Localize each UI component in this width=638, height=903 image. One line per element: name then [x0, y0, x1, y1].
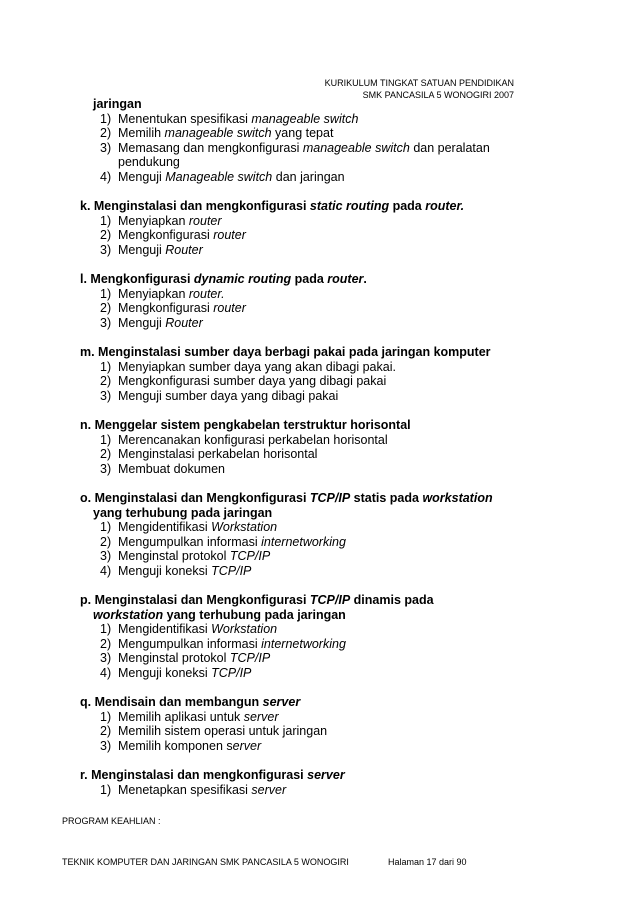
list-item: [100, 520, 277, 535]
header-line-2: SMK PANCASILA 5 WONOGIRI 2007: [362, 90, 514, 100]
item-emphasis: Workstation: [211, 622, 278, 637]
item-text: Memilih: [118, 126, 165, 141]
item-number: 4): [100, 563, 112, 578]
heading-text: .: [363, 272, 367, 287]
section-heading: [80, 768, 345, 783]
item-emphasis: manageable switch: [302, 140, 410, 155]
heading-text: dinamis pada: [350, 593, 434, 608]
item-text: Menguji: [118, 315, 166, 330]
item-number: 3): [100, 549, 112, 564]
list-item: [100, 637, 346, 652]
item-number: 2): [100, 126, 112, 141]
section-heading: [80, 418, 411, 433]
item-text: dan peralatan: [409, 140, 490, 155]
item-text: Mengumpulkan informasi: [118, 534, 262, 549]
item-text: Menginstal protokol: [118, 549, 230, 564]
item-emphasis: server: [243, 709, 279, 724]
item-text: Membuat dokumen: [118, 461, 226, 476]
section-heading: [80, 345, 491, 360]
item-number: 3): [100, 140, 112, 155]
item-emphasis: TCP/IP: [229, 549, 271, 564]
item-number: 3): [100, 315, 112, 330]
heading-text: workstation: [93, 607, 164, 622]
item-emphasis: TCP/IP: [211, 563, 252, 578]
heading-text: p. Menginstalasi dan Mengkonfigurasi: [80, 593, 310, 608]
footer-page-number: Halaman 17 dari 90: [388, 857, 467, 867]
item-text: Menyiapkan sumber daya yang akan dibagi pakai.: [118, 359, 396, 374]
item-text: Menginstalasi perkabelan horisontal: [118, 447, 318, 462]
list-item: [100, 622, 277, 637]
list-item: [100, 112, 358, 127]
item-number: 1): [100, 359, 112, 374]
heading-text: static routing: [309, 199, 390, 214]
item-text: yang tepat: [271, 126, 334, 141]
heading-text: pada: [291, 272, 328, 287]
list-item: [100, 389, 338, 404]
list-item: [118, 155, 180, 170]
list-item: [100, 214, 222, 229]
heading-text: server: [262, 695, 301, 710]
item-text: dan jaringan: [272, 169, 345, 184]
item-number: 1): [100, 622, 112, 637]
item-text: Merencanakan konfigurasi perkabelan horisontal: [118, 432, 388, 447]
item-text: Memilih komponen s: [118, 738, 233, 753]
item-number: 4): [100, 665, 112, 680]
item-emphasis: manageable switch: [164, 126, 272, 141]
item-emphasis: TCP/IP: [211, 665, 252, 680]
heading-text: r. Menginstalasi dan mengkonfigurasi: [80, 768, 308, 783]
list-item: [100, 724, 327, 739]
heading-text: q. Mendisain dan membangun: [80, 695, 263, 710]
item-text: Mengidentifikasi: [118, 520, 212, 535]
list-item: [100, 462, 225, 477]
footer-program-name: TEKNIK KOMPUTER DAN JARINGAN SMK PANCASILA 5 WONOGIRI: [62, 857, 349, 867]
item-emphasis: Workstation: [211, 520, 278, 535]
heading-text: TCP/IP: [309, 593, 351, 608]
heading-text: l. Mengkonfigurasi: [80, 272, 194, 287]
item-number: 4): [100, 169, 112, 184]
item-number: 3): [100, 461, 112, 476]
item-number: 1): [100, 111, 112, 126]
item-number: 2): [100, 447, 112, 462]
list-item: [100, 535, 346, 550]
item-text: Menetapkan spesifikasi: [118, 782, 252, 797]
list-item: [100, 141, 490, 156]
heading-text: jaringan: [93, 97, 142, 111]
list-item: [100, 126, 333, 141]
heading-text: yang terhubung pada jaringan: [93, 505, 273, 520]
heading-text: dynamic routing: [193, 272, 292, 287]
item-text: pendukung: [118, 155, 180, 170]
list-item: [100, 170, 345, 185]
item-text: Mengkonfigurasi sumber daya yang dibagi pakai: [118, 374, 387, 389]
heading-text: server: [307, 768, 345, 783]
item-number: 2): [100, 228, 112, 243]
item-emphasis: erver: [232, 738, 262, 753]
item-emphasis: router: [213, 228, 246, 243]
item-emphasis: server: [251, 782, 287, 797]
item-emphasis: router: [213, 301, 246, 316]
heading-text: statis pada: [350, 491, 423, 506]
list-item: [100, 549, 270, 564]
heading-text: k. Menginstalasi dan mengkonfigurasi: [80, 199, 310, 214]
item-text: Mengkonfigurasi: [118, 228, 214, 243]
header-line-1: KURIKULUM TINGKAT SATUAN PENDIDIKAN: [324, 78, 514, 88]
list-item: [100, 710, 278, 725]
item-text: Menyiapkan: [118, 213, 189, 228]
item-number: 2): [100, 301, 112, 316]
item-number: 2): [100, 724, 112, 739]
item-text: Mengumpulkan informasi: [118, 636, 262, 651]
heading-text: yang terhubung pada jaringan: [163, 607, 346, 622]
list-item: [100, 243, 203, 258]
heading-text: router.: [425, 199, 465, 214]
item-number: 3): [100, 388, 112, 403]
footer-program-label: PROGRAM KEAHLIAN :: [62, 816, 161, 826]
heading-text: TCP/IP: [309, 491, 351, 506]
heading-text: m. Menginstalasi sumber daya berbagi pakai pada jaringan komputer: [80, 345, 491, 360]
item-number: 1): [100, 782, 112, 797]
list-item: [100, 316, 203, 331]
item-text: Menguji koneksi: [118, 563, 212, 578]
heading-text: n. Menggelar sistem pengkabelan terstruktur horisontal: [80, 418, 411, 433]
item-number: 3): [100, 738, 112, 753]
list-item: [100, 360, 396, 375]
list-item: [100, 783, 286, 798]
item-text: Menguji: [118, 169, 166, 184]
item-text: Menyiapkan: [118, 286, 189, 301]
section-heading-line-2: [93, 506, 272, 521]
list-item: [100, 564, 251, 579]
item-emphasis: internetworking: [261, 534, 346, 549]
section-heading: [80, 491, 493, 506]
item-text: Menguji sumber daya yang dibagi pakai: [118, 388, 339, 403]
item-number: 2): [100, 534, 112, 549]
section-heading: [80, 593, 434, 608]
heading-text: workstation: [422, 491, 493, 506]
item-number: 2): [100, 636, 112, 651]
item-emphasis: router.: [188, 286, 225, 301]
heading-text: router: [327, 272, 364, 287]
list-item: [100, 433, 388, 448]
item-number: 2): [100, 374, 112, 389]
list-item: [100, 447, 317, 462]
item-emphasis: manageable switch: [251, 111, 359, 126]
list-item: [100, 739, 261, 754]
list-item: [100, 228, 246, 243]
item-number: 1): [100, 709, 112, 724]
section-heading-line-2: [93, 608, 346, 623]
item-text: Memasang dan mengkonfigurasi: [118, 140, 303, 155]
item-emphasis: router: [188, 213, 222, 228]
item-number: 1): [100, 286, 112, 301]
item-emphasis: Router: [165, 242, 203, 257]
list-item: [100, 287, 225, 302]
item-text: Menguji koneksi: [118, 665, 212, 680]
section-heading: [80, 695, 300, 710]
heading-text: o. Menginstalasi dan Mengkonfigurasi: [80, 491, 310, 506]
heading-text: pada: [389, 199, 426, 214]
item-number: 1): [100, 213, 112, 228]
section-heading: [80, 199, 464, 214]
item-text: Menguji: [118, 242, 166, 257]
item-text: Memilih sistem operasi untuk jaringan: [118, 724, 328, 739]
list-item: [100, 374, 386, 389]
page-header: [325, 77, 514, 101]
item-text: Memilih aplikasi untuk: [118, 709, 244, 724]
list-item: [100, 666, 251, 681]
section-heading: [80, 272, 367, 287]
item-number: 3): [100, 651, 112, 666]
section-heading-continuation: [93, 97, 142, 112]
item-emphasis: internetworking: [261, 636, 346, 651]
item-number: 1): [100, 432, 112, 447]
item-text: Menentukan spesifikasi: [118, 111, 252, 126]
item-text: Mengidentifikasi: [118, 622, 212, 637]
item-emphasis: Manageable switch: [165, 169, 273, 184]
list-item: [100, 651, 270, 666]
item-emphasis: Router: [165, 315, 203, 330]
item-number: 1): [100, 520, 112, 535]
item-text: Mengkonfigurasi: [118, 301, 214, 316]
item-emphasis: TCP/IP: [229, 651, 271, 666]
list-item: [100, 301, 246, 316]
item-text: Menginstal protokol: [118, 651, 230, 666]
item-number: 3): [100, 242, 112, 257]
